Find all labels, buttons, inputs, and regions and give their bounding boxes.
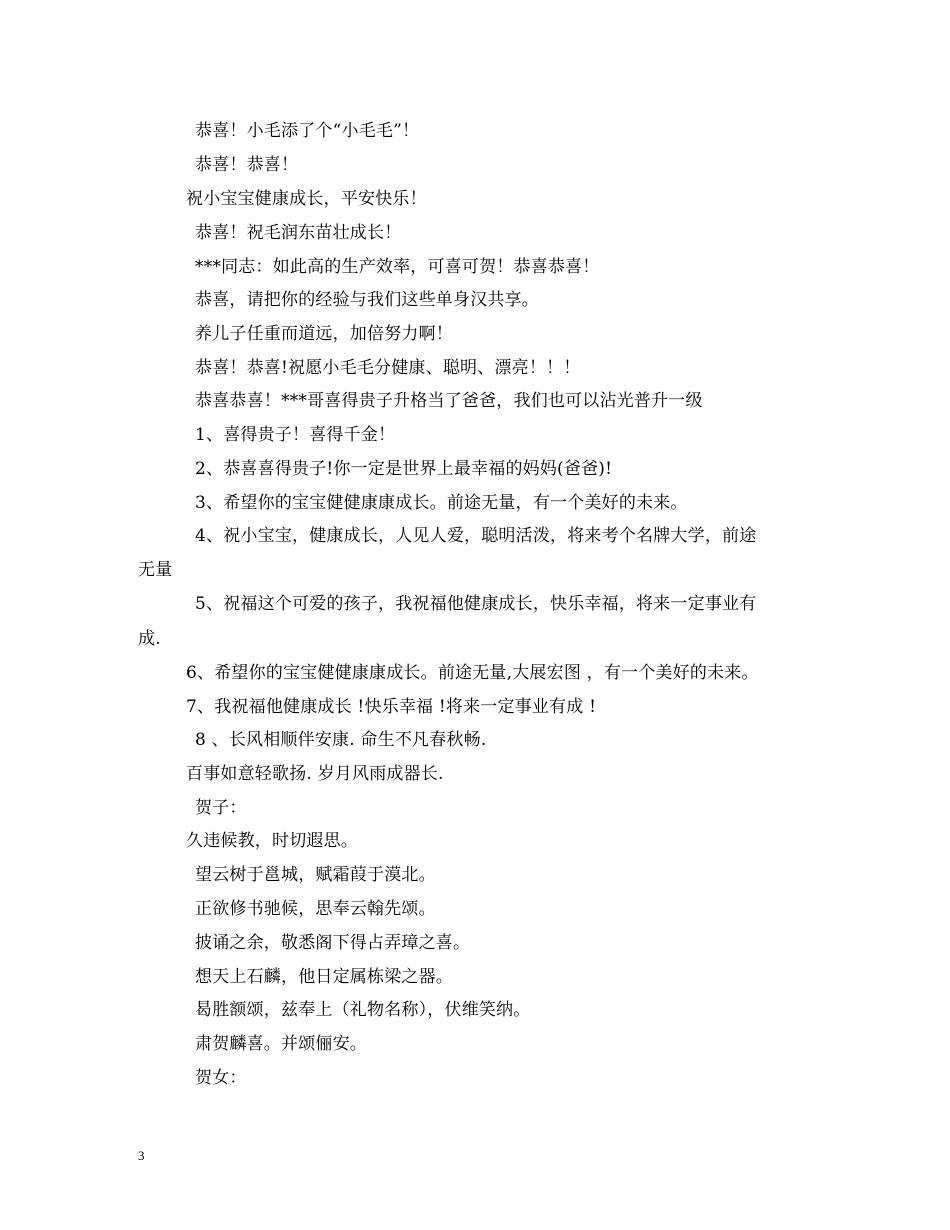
- text-line: 恭喜！恭喜!祝愿小毛毛分健康、聪明、漂亮！！！: [195, 358, 581, 378]
- text-line: 贺子：: [195, 798, 247, 818]
- text-line: 8 、长风相顺伴安康. 命生不凡春秋畅.: [195, 730, 487, 750]
- text-line: ***同志：如此高的生产效率，可喜可贺！恭喜恭喜！: [195, 257, 600, 277]
- text-line: 3、希望你的宝宝健健康康成长。前途无量，有一个美好的未来。: [195, 493, 688, 513]
- page-number: 3: [138, 1148, 145, 1163]
- text-line: 正欲修书驰候，思奉云翰先颂。: [195, 899, 436, 919]
- text-line: 1、喜得贵子！喜得千金！: [195, 425, 396, 445]
- text-line: 祝小宝宝健康成长，平安快乐！: [186, 189, 427, 209]
- text-line: 恭喜，请把你的经验与我们这些单身汉共享。: [195, 290, 539, 310]
- text-line: 久违候教，时切遐思。: [186, 831, 358, 851]
- text-line: 7、我祝福他健康成长 !快乐幸福 !将来一定事业有成 !: [186, 697, 597, 717]
- text-line: 曷胜额颂，兹奉上（礼物名称），伏维笑纳。: [195, 1000, 531, 1020]
- text-line: 4、祝小宝宝，健康成长，人见人爱，聪明活泼，将来考个名牌大学，前途: [195, 526, 757, 546]
- text-line: 百事如意轻歌扬. 岁月风雨成器长.: [186, 764, 444, 784]
- text-line: 望云树于邕城，赋霜葭于漠北。: [195, 865, 436, 885]
- text-line: 想天上石麟，他日定属栋梁之器。: [195, 967, 453, 987]
- text-line: 恭喜恭喜！***哥喜得贵子升格当了爸爸，我们也可以沾光普升一级: [195, 391, 703, 411]
- text-line: 肃贺麟喜。并颂俪安。: [195, 1034, 367, 1054]
- text-line: 恭喜！祝毛润东苗壮成长！: [195, 223, 402, 243]
- text-line: 披诵之余，敬悉阁下得占弄璋之喜。: [195, 933, 471, 953]
- text-line: 恭喜！恭喜！: [195, 155, 299, 175]
- text-line: 贺女：: [195, 1068, 247, 1088]
- text-line: 成.: [138, 629, 161, 649]
- text-line: 6、希望你的宝宝健健康康成长。前途无量,大展宏图 ，有一个美好的未来。: [186, 663, 759, 683]
- text-line: 养儿子任重而道远，加倍努力啊！: [195, 324, 453, 344]
- text-line: 2、恭喜喜得贵子!你一定是世界上最幸福的妈妈(爸爸)!: [195, 459, 613, 479]
- text-line: 无量: [138, 560, 173, 580]
- text-line: 恭喜！小毛添了个“小毛毛”！: [195, 121, 420, 141]
- text-line: 5、祝福这个可爱的孩子，我祝福他健康成长，快乐幸福，将来一定事业有: [195, 594, 757, 614]
